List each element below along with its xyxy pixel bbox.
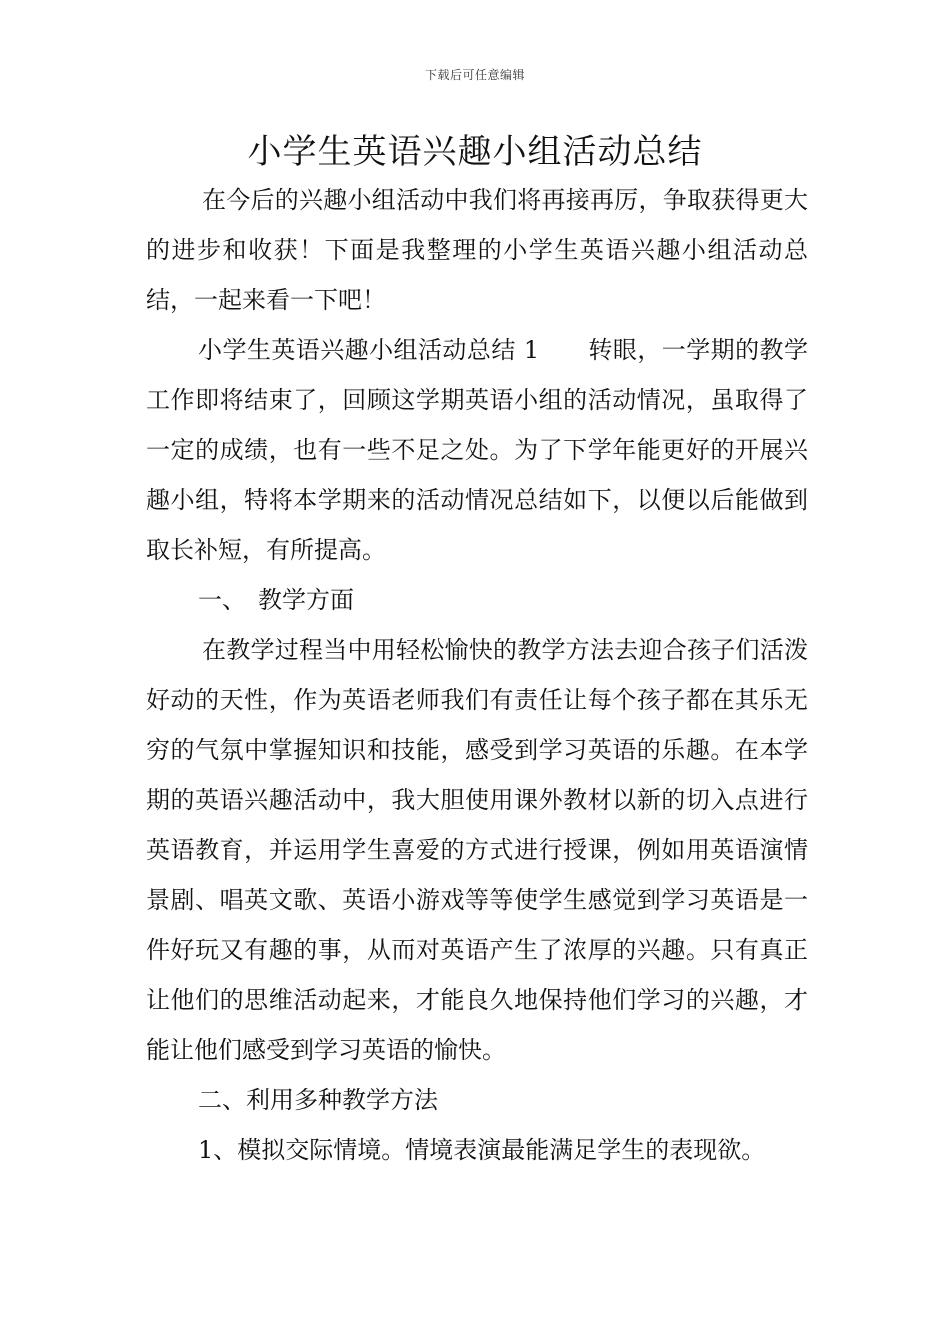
intro-paragraph: 在今后的兴趣小组活动中我们将再接再厉，争取获得更大的进步和收获！下面是我整理的小学生英语兴趣小组活动总结，一起来看一下吧！ (146, 186, 808, 314)
teaching-paragraph: 在教学过程当中用轻松愉快的教学方法去迎合孩子们活泼好动的天性，作为英语老师我们有责任让每个孩子都在其乐无穷的气氛中掌握知识和技能，感受到学习英语的乐趣。在本学期的英语兴趣活动中，我大胆使用课外教材以新的切入点进行英语教育，并运用学生喜爱的方式进行授课，例如用英语演情景剧、唱英文歌、英语小游戏等等使学生感觉到学习英语是一件好玩又有趣的事，从而对英语产生了浓厚的兴趣。只有真正让他们的思维活动起来，才能良久地保持他们学习的兴趣，才能让他们感受到学习英语的愉快。 (146, 636, 808, 1064)
section-1-heading: 一、 教学方面 (198, 586, 354, 614)
document-body (146, 175, 808, 1175)
header-note: 下载后可任意编辑 (424, 68, 525, 82)
item-1-paragraph: 1、模拟交际情境。情境表演最能满足学生的表现欲。 (198, 1136, 766, 1164)
document-title: 小学生英语兴趣小组活动总结 (247, 132, 703, 172)
section-2-heading: 二、利用多种教学方法 (198, 1086, 438, 1114)
summary-1-paragraph: 小学生英语兴趣小组活动总结 1 转眼，一学期的教学工作即将结束了，回顾这学期英语小组的活动情况，虽取得了一定的成绩，也有一些不足之处。为了下学年能更好的开展兴趣小组，特将本学期来的活动情况总结如下，以便以后能做到取长补短，有所提高。 (146, 336, 808, 564)
